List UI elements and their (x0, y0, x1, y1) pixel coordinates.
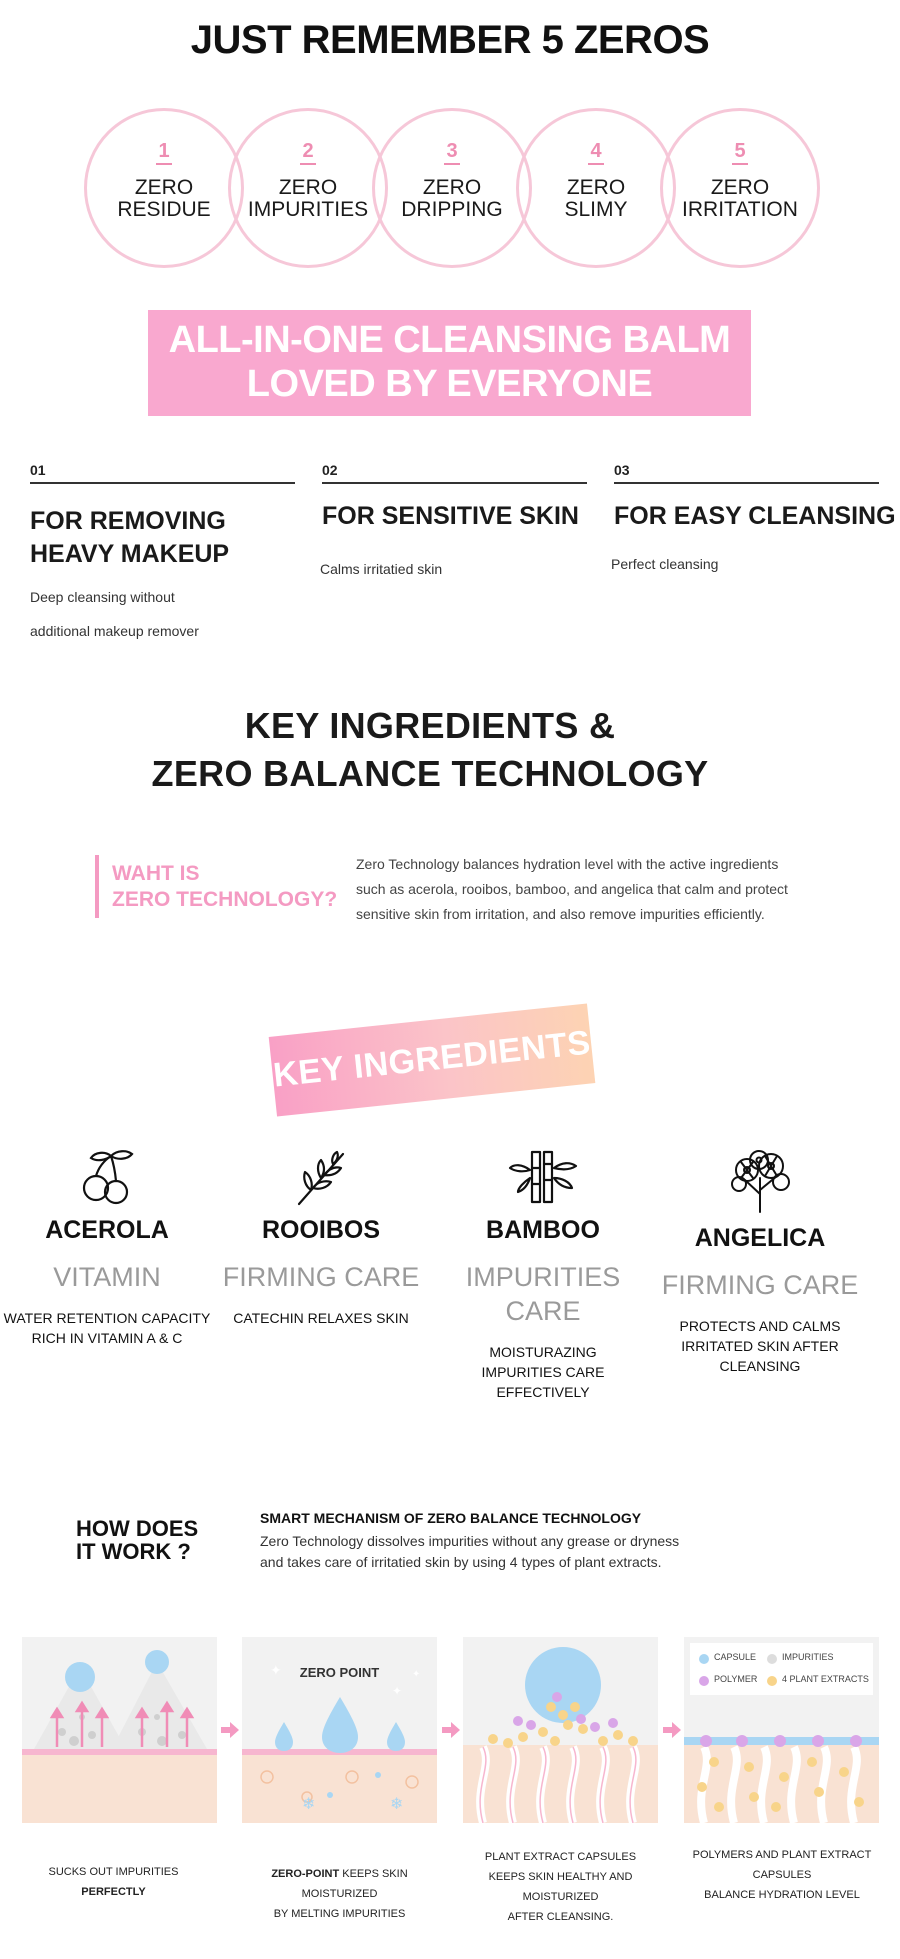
svg-text:❄: ❄ (390, 1796, 404, 1813)
svg-text:✦: ✦ (412, 1669, 421, 1680)
banner-title (148, 318, 751, 406)
ingredient-name: ROOIBOS (261, 1216, 381, 1244)
caption-suction (6, 1862, 221, 1902)
caption-bold: ZERO-POINT (271, 1868, 340, 1880)
balance-illustration (684, 1637, 879, 1823)
ingredient-name: ANGELICA (694, 1224, 826, 1252)
caption-balance (672, 1845, 892, 1905)
ingredient-desc-line: IRRITATED SKIN AFTER CLEANSING (681, 1338, 839, 1374)
caption-capsules (453, 1847, 668, 1927)
ingredient-angelica (655, 1148, 865, 1376)
how-title-line: IT WORK ? (76, 1539, 191, 1564)
feature-title: FOR EASY CLEANSING (614, 502, 896, 530)
legend-capsule: CAPSULE (714, 1652, 757, 1662)
mechanism-panel-capsules (463, 1637, 658, 1823)
legend-plant-extracts: 4 PLANT EXTRACTS (782, 1674, 869, 1684)
caption-zero-point (232, 1864, 447, 1924)
legend-impurities: IMPURITIES (782, 1652, 834, 1662)
zero-number: 5 (732, 141, 748, 165)
zero-circle-impurities (228, 108, 388, 268)
caption-line-bold: PERFECTLY (81, 1886, 146, 1898)
arrow-right-icon (442, 1722, 460, 1738)
svg-text:✦: ✦ (392, 1684, 403, 1698)
svg-text:❄: ❄ (302, 1796, 316, 1813)
cherry-icon (77, 1148, 137, 1206)
caption-line: PLANT EXTRACT CAPSULES (484, 1851, 637, 1863)
zero-label: SLIMY (564, 198, 628, 221)
ingredient-desc-line: IMPURITIES CARE EFFECTIVELY (481, 1364, 605, 1400)
ingredient-rooibos (216, 1148, 426, 1328)
zero-circle-irritation (660, 108, 820, 268)
zero-number: 4 (588, 141, 604, 165)
accent-bar (95, 855, 99, 918)
ingredient-description (438, 1342, 648, 1402)
caption-line: SUCKS OUT IMPURITIES (48, 1866, 179, 1878)
what-is-title (112, 861, 337, 913)
what-is-desc-line: Zero Technology balances hydration level with the active ingredients (356, 856, 779, 872)
zero-label: ZERO (422, 176, 482, 199)
caption-line: BY MELTING IMPURITIES (273, 1908, 406, 1920)
page-title: JUST REMEMBER 5 ZEROS (190, 18, 710, 62)
feature-number: 03 (614, 462, 630, 478)
capsules-illustration (463, 1637, 658, 1823)
caption-line: BALANCE HYDRATION LEVEL (704, 1889, 860, 1901)
ingredient-bamboo (438, 1148, 648, 1402)
zero-number: 3 (444, 141, 460, 165)
what-is-desc-line: such as acerola, rooibos, bamboo, and angelica that calm and protect (356, 881, 788, 897)
ingredient-desc-line: MOISTURAZING (489, 1344, 597, 1360)
what-is-desc-line: sensitive skin from irritation, and also remove impurities efficiently. (356, 906, 765, 922)
leaf-branch-icon (291, 1148, 351, 1206)
feature-title (30, 505, 229, 571)
what-is-line: WAHT IS (112, 862, 200, 885)
how-title-line: HOW DOES (76, 1516, 199, 1541)
ingredient-benefit: FIRMING CARE (661, 1270, 859, 1300)
mechanism-panel-suction (22, 1637, 217, 1823)
ingredient-description (2, 1308, 212, 1348)
zero-point-label: ZERO POINT (299, 1665, 380, 1680)
mechanism-desc-line: and takes care of irritatied skin by using 4 types of plant extracts. (260, 1554, 662, 1570)
zero-label: RESIDUE (117, 198, 211, 221)
ingredient-benefit: FIRMING CARE (222, 1262, 420, 1292)
what-is-line: ZERO TECHNOLOGY? (112, 888, 338, 911)
feature-divider (30, 482, 295, 484)
banner-line: ALL-IN-ONE CLEANSING BALM (168, 319, 731, 361)
zero-label: ZERO (710, 176, 770, 199)
ingredient-acerola (2, 1148, 212, 1348)
bamboo-icon (508, 1148, 578, 1206)
zero-circle-residue (84, 108, 244, 268)
what-is-description (356, 852, 806, 927)
suction-illustration (22, 1637, 217, 1823)
zero-label: DRIPPING (401, 198, 503, 221)
caption-line: KEEPS SKIN HEALTHY AND MOISTURIZED (488, 1871, 633, 1903)
feature-title-line: HEAVY MAKEUP (30, 540, 230, 568)
ingredient-benefit: IMPURITIES CARE (465, 1262, 621, 1326)
feature-title: FOR SENSITIVE SKIN (322, 502, 579, 530)
ingredient-benefit: VITAMIN (53, 1262, 161, 1292)
arrow-right-icon (663, 1722, 681, 1738)
arrow-right-icon (221, 1722, 239, 1738)
heading-line: KEY INGREDIENTS & (244, 705, 616, 746)
mechanism-title: SMART MECHANISM OF ZERO BALANCE TECHNOLOGY (260, 1510, 642, 1526)
mechanism-desc-line: Zero Technology dissolves impurities without any grease or dryness (260, 1533, 680, 1549)
caption-line: KEEPS SKIN MOISTURIZED (301, 1868, 408, 1900)
feature-title-line: FOR REMOVING (30, 507, 226, 535)
zero-number: 2 (300, 141, 316, 165)
section-heading (0, 702, 860, 798)
banner-line: LOVED BY EVERYONE (246, 363, 653, 405)
zero-label: ZERO (278, 176, 338, 199)
mechanism-description (260, 1531, 700, 1573)
feature-number: 01 (30, 462, 46, 478)
feature-number: 02 (322, 462, 338, 478)
ingredient-desc-line: RICH IN VITAMIN A & C (31, 1330, 183, 1346)
ingredient-desc-line: PROTECTS AND CALMS (679, 1318, 841, 1334)
feature-description: Perfect cleansing (611, 556, 719, 572)
zero-label: ZERO (134, 176, 194, 199)
ingredient-desc-line: CATECHIN RELAXES SKIN (233, 1310, 409, 1326)
ingredient-description (655, 1316, 865, 1376)
zero-number: 1 (156, 141, 172, 165)
svg-text:✦: ✦ (270, 1662, 282, 1678)
caption-line: AFTER CLEANSING. (507, 1911, 614, 1923)
ingredient-name: ACEROLA (45, 1216, 169, 1244)
zero-label: IRRITATION (682, 198, 798, 221)
legend-polymer: POLYMER (714, 1674, 758, 1684)
ingredient-name: BAMBOO (486, 1216, 600, 1244)
zero-label: ZERO (566, 176, 626, 199)
feature-desc-line: additional makeup remover (30, 623, 199, 639)
key-ingredients-tag-label: KEY INGREDIENTS (271, 1023, 593, 1095)
caption-line: POLYMERS AND PLANT EXTRACT CAPSULES (692, 1849, 872, 1881)
ingredient-description (216, 1308, 426, 1328)
feature-description (30, 580, 199, 648)
zero-circle-dripping (372, 108, 532, 268)
zero-circle-slimy (516, 108, 676, 268)
feature-divider (322, 482, 587, 484)
mechanism-panel-balance (684, 1637, 879, 1823)
feature-description: Calms irritatied skin (320, 561, 443, 577)
feature-desc-line: Deep cleansing without (30, 589, 175, 605)
feature-divider (614, 482, 879, 484)
ingredient-desc-line: WATER RETENTION CAPACITY (3, 1310, 211, 1326)
zero-label: IMPURITIES (247, 198, 369, 221)
flower-tree-icon (725, 1148, 795, 1214)
heading-line: ZERO BALANCE TECHNOLOGY (151, 753, 709, 794)
how-it-works-title (76, 1517, 198, 1563)
